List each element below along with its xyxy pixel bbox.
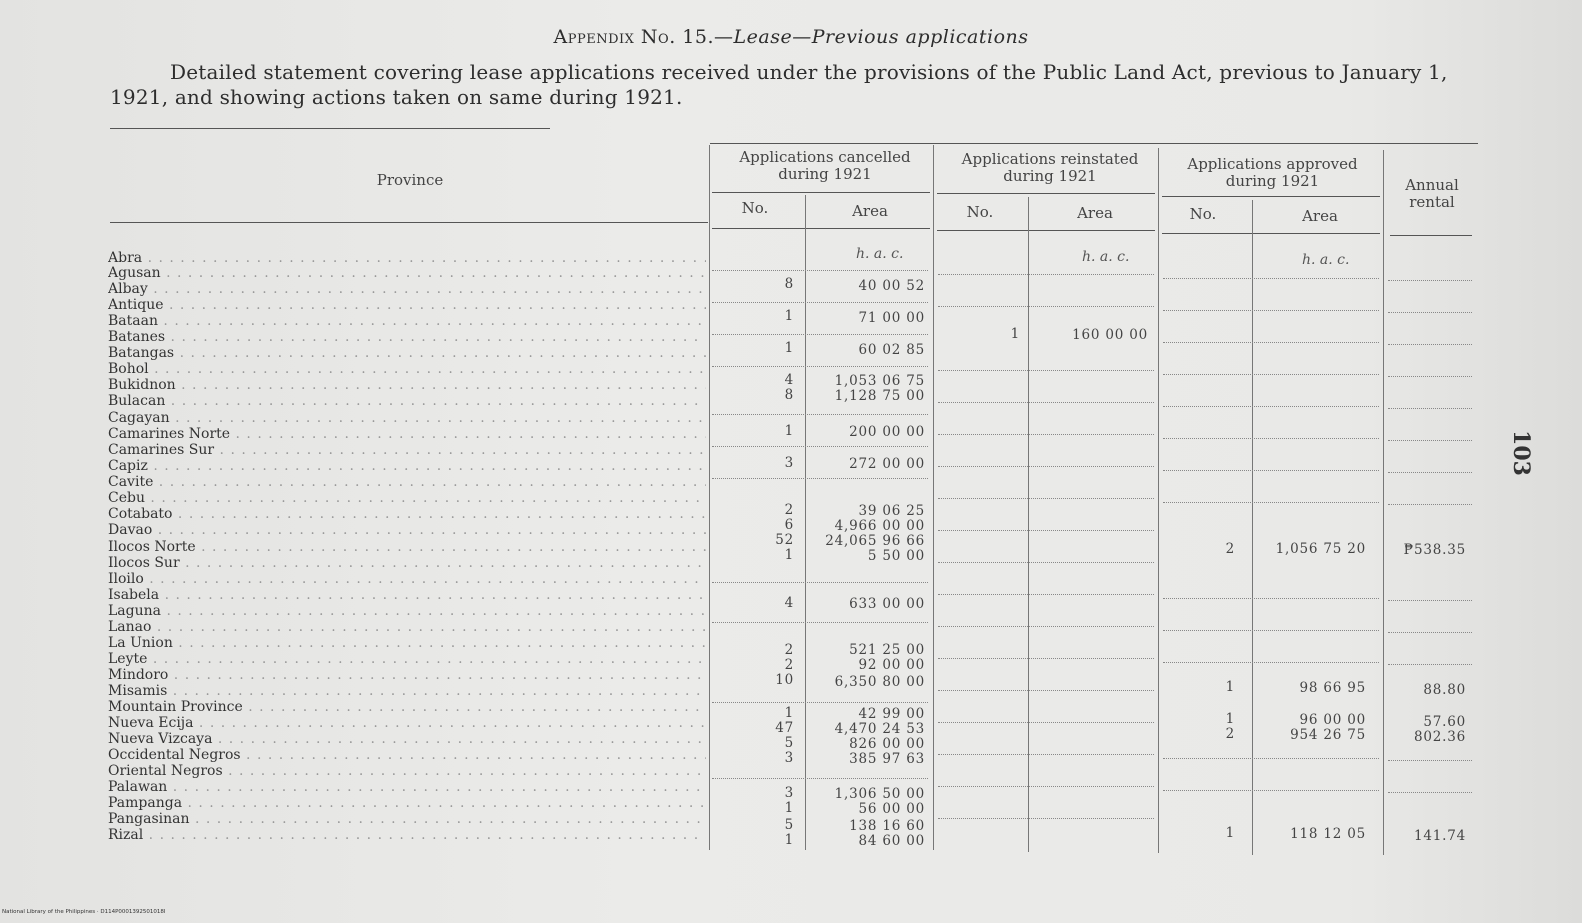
header-bottom-rule xyxy=(110,222,708,223)
reinstated-area: 160 00 00 xyxy=(1072,327,1148,343)
header-province: Province xyxy=(376,171,444,189)
cancelled-no: 8 xyxy=(784,387,794,403)
leader xyxy=(1163,438,1379,440)
approved-area: 96 00 00 xyxy=(1299,712,1366,728)
province-row: Cagayan . . . xyxy=(108,411,706,426)
province-row: Ilocos Sur . . . xyxy=(108,556,706,571)
leader xyxy=(1163,758,1379,760)
cancelled-area: 1,306 50 00 xyxy=(834,786,925,802)
header-no-2: No. xyxy=(966,203,994,221)
cancelled-no: 1 xyxy=(784,705,794,721)
cancelled-no: 52 xyxy=(775,532,794,548)
subheader-rule-reinstated xyxy=(937,193,1155,194)
cancelled-no: 1 xyxy=(784,340,794,356)
approved-area: 98 66 95 xyxy=(1299,680,1366,696)
leader xyxy=(1163,790,1379,792)
leader xyxy=(938,466,1154,468)
leader xyxy=(1388,376,1472,378)
province-row: Antique . . . xyxy=(108,298,706,313)
leader xyxy=(1388,600,1472,602)
leader xyxy=(1163,598,1379,600)
province-row: Laguna . . . xyxy=(108,604,706,619)
cancelled-area: 39 06 25 xyxy=(858,503,925,519)
cancelled-area: 272 00 00 xyxy=(849,456,925,472)
header-approved: Applications approved during 1921 xyxy=(1187,155,1358,190)
leader xyxy=(938,306,1154,308)
header-no-3: No. xyxy=(1189,205,1217,223)
leader xyxy=(938,274,1154,276)
area-underline-2 xyxy=(937,230,1155,231)
cancelled-no: 4 xyxy=(784,595,794,611)
header-annual-rental: Annual rental xyxy=(1405,176,1459,211)
province-row: Occidental Negros . . . xyxy=(108,748,706,763)
approved-area: 118 12 05 xyxy=(1290,826,1366,842)
appendix-title xyxy=(0,26,1582,48)
cancelled-no: 1 xyxy=(784,308,794,324)
cancelled-no: 3 xyxy=(784,785,794,801)
approved-area: 1,056 75 20 xyxy=(1275,541,1366,557)
province-row: Pampanga . . . xyxy=(108,796,706,811)
province-row: Albay . . . xyxy=(108,282,706,297)
province-row: Mountain Province . . . xyxy=(108,700,706,715)
leader xyxy=(712,778,928,780)
table-top-rule xyxy=(110,128,550,129)
cancelled-area: 6,350 80 00 xyxy=(834,674,925,690)
province-row: Bohol . . . xyxy=(108,362,706,377)
header-area-1: Area xyxy=(852,202,888,220)
cancelled-no: 5 xyxy=(784,735,794,751)
cancelled-no: 2 xyxy=(784,642,794,658)
leader xyxy=(938,690,1154,692)
scan-footer: National Library of the Philippines · D114P0001392501018I xyxy=(2,909,166,915)
cancelled-area: 138 16 60 xyxy=(849,818,925,834)
province-row: Iloilo . . . xyxy=(108,572,706,587)
header-reinstated: Applications reinstated during 1921 xyxy=(961,150,1139,185)
leader xyxy=(1163,630,1379,632)
province-row: Bataan . . . xyxy=(108,314,706,329)
header-cancelled: Applications cancelled during 1921 xyxy=(739,148,911,183)
cancelled-area: 60 02 85 xyxy=(858,342,925,358)
cancelled-area: 4,966 00 00 xyxy=(834,518,925,534)
leader xyxy=(938,786,1154,788)
leader xyxy=(1388,760,1472,762)
province-row: Ilocos Norte . . . xyxy=(108,540,706,555)
cancelled-area: 385 97 63 xyxy=(849,751,925,767)
province-row: Cotabato . . . xyxy=(108,507,706,522)
annual-rental: 57.60 xyxy=(1423,714,1466,730)
area-underline-4 xyxy=(1390,235,1472,236)
subheader-rule-approved xyxy=(1162,196,1380,197)
leader xyxy=(938,594,1154,596)
province-row: Davao . . . xyxy=(108,523,706,538)
leader xyxy=(1163,278,1379,280)
leader xyxy=(938,530,1154,532)
leader xyxy=(938,498,1154,500)
cancelled-no: 6 xyxy=(784,517,794,533)
province-row: Misamis . . . xyxy=(108,684,706,699)
approved-no: 1 xyxy=(1225,711,1235,727)
leader xyxy=(1388,472,1472,474)
approved-no: 1 xyxy=(1225,825,1235,841)
leader xyxy=(712,478,928,480)
province-row: Bukidnon . . . xyxy=(108,378,706,393)
leader xyxy=(1388,632,1472,634)
cancelled-area: 40 00 52 xyxy=(858,278,925,294)
province-row: Leyte . . . xyxy=(108,652,706,667)
leader xyxy=(1388,312,1472,314)
province-row: Bulacan . . . xyxy=(108,394,706,409)
leader xyxy=(938,402,1154,404)
province-row: Batanes . . . xyxy=(108,330,706,345)
approved-no: 2 xyxy=(1225,541,1235,557)
province-row: Agusan . . . xyxy=(108,266,706,281)
header-area-3: Area xyxy=(1302,207,1338,225)
cancelled-no: 2 xyxy=(784,502,794,518)
intro-paragraph: Detailed statement covering lease applications received under the provisions of the Public Land Act, previous to January 1, 1921, and showing actions taken on same during 1921. xyxy=(110,60,1448,109)
cancelled-area: 56 00 00 xyxy=(858,801,925,817)
province-row: Cebu . . . xyxy=(108,491,706,506)
cancelled-area: 71 00 00 xyxy=(858,310,925,326)
cancelled-area: 42 99 00 xyxy=(858,706,925,722)
province-row: Nueva Ecija . . . xyxy=(108,716,706,731)
reinstated-no: 1 xyxy=(1010,326,1020,342)
province-row: Camarines Norte . . . xyxy=(108,427,706,442)
approved-no: 2 xyxy=(1225,726,1235,742)
annual-rental: 88.80 xyxy=(1423,682,1466,698)
leader xyxy=(712,702,928,704)
leader xyxy=(712,366,928,368)
leader xyxy=(1388,792,1472,794)
leader xyxy=(1388,280,1472,282)
leader xyxy=(938,818,1154,820)
approved-area: 954 26 75 xyxy=(1290,727,1366,743)
leader xyxy=(1163,310,1379,312)
leader xyxy=(712,414,928,416)
table-top-rule-right xyxy=(710,143,1478,144)
leader xyxy=(938,434,1154,436)
province-row: Batangas . . . xyxy=(108,346,706,361)
title-subject: Lease—Previous applications xyxy=(733,26,1029,48)
province-row: Mindoro . . . xyxy=(108,668,706,683)
col-divider xyxy=(805,195,806,850)
leader xyxy=(712,334,928,336)
province-row: Pangasinan . . . xyxy=(108,812,706,827)
province-row: Isabela . . . xyxy=(108,588,706,603)
area-underline-3 xyxy=(1162,233,1380,234)
cancelled-area: 24,065 96 66 xyxy=(825,533,925,549)
cancelled-no: 8 xyxy=(784,276,794,292)
leader xyxy=(1388,344,1472,346)
cancelled-no: 3 xyxy=(784,455,794,471)
col-divider xyxy=(933,145,934,850)
leader xyxy=(1388,408,1472,410)
col-divider xyxy=(1383,150,1384,855)
cancelled-no: 5 xyxy=(784,817,794,833)
page-number: 103 xyxy=(1507,430,1534,476)
leader xyxy=(1388,664,1472,666)
cancelled-area: 200 00 00 xyxy=(849,424,925,440)
cancelled-area: 1,053 06 75 xyxy=(834,373,925,389)
province-row: La Union . . . xyxy=(108,636,706,651)
approved-no: 1 xyxy=(1225,679,1235,695)
province-row: Camarines Sur . . . xyxy=(108,443,706,458)
cancelled-no: 10 xyxy=(775,672,794,688)
province-row: Capiz . . . xyxy=(108,459,706,474)
cancelled-no: 3 xyxy=(784,750,794,766)
cancelled-no: 47 xyxy=(775,720,794,736)
province-row: Nueva Vizcaya . . . xyxy=(108,732,706,747)
leader xyxy=(712,270,928,272)
cancelled-area: 1,128 75 00 xyxy=(834,388,925,404)
leader xyxy=(712,446,928,448)
annual-rental: 141.74 xyxy=(1413,828,1466,844)
annual-rental: 802.36 xyxy=(1413,729,1466,745)
cancelled-no: 1 xyxy=(784,423,794,439)
unit-label-3: h. a. c. xyxy=(1302,252,1350,268)
col-divider xyxy=(709,145,710,850)
cancelled-no: 2 xyxy=(784,657,794,673)
leader xyxy=(712,622,928,624)
province-row: Cavite . . . xyxy=(108,475,706,490)
cancelled-area: 84 60 00 xyxy=(858,833,925,849)
leader xyxy=(938,722,1154,724)
unit-label-2: h. a. c. xyxy=(1082,249,1130,265)
leader xyxy=(1388,504,1472,506)
leader xyxy=(938,754,1154,756)
province-row: Rizal . . . xyxy=(108,828,706,843)
leader xyxy=(1163,342,1379,344)
leader xyxy=(1163,502,1379,504)
cancelled-no: 1 xyxy=(784,547,794,563)
area-underline-1 xyxy=(712,228,930,229)
annual-rental: ₱538.35 xyxy=(1403,542,1466,558)
unit-label-1: h. a. c. xyxy=(856,246,904,262)
cancelled-no: 1 xyxy=(784,800,794,816)
leader xyxy=(938,370,1154,372)
province-row: Oriental Negros . . . xyxy=(108,764,706,779)
cancelled-area: 521 25 00 xyxy=(849,642,925,658)
cancelled-no: 1 xyxy=(784,832,794,848)
col-divider xyxy=(1158,148,1159,853)
province-row: Abra . . . xyxy=(108,251,706,266)
leader xyxy=(938,658,1154,660)
leader xyxy=(938,562,1154,564)
subheader-rule-cancelled xyxy=(712,192,930,193)
header-area-2: Area xyxy=(1077,204,1113,222)
province-row: Palawan . . . xyxy=(108,780,706,795)
leader xyxy=(712,302,928,304)
leader xyxy=(1388,440,1472,442)
col-divider xyxy=(1252,200,1253,855)
title-prefix: Appendix No. 15.— xyxy=(553,26,734,48)
cancelled-area: 92 00 00 xyxy=(858,657,925,673)
province-row: Lanao . . . xyxy=(108,620,706,635)
leader xyxy=(712,582,928,584)
leader xyxy=(1163,470,1379,472)
cancelled-area: 826 00 00 xyxy=(849,736,925,752)
cancelled-area: 5 50 00 xyxy=(867,548,925,564)
leader xyxy=(1163,406,1379,408)
leader xyxy=(1163,662,1379,664)
cancelled-area: 4,470 24 53 xyxy=(834,721,925,737)
header-no-1: No. xyxy=(741,199,769,217)
cancelled-area: 633 00 00 xyxy=(849,596,925,612)
leader xyxy=(1163,374,1379,376)
leader xyxy=(938,626,1154,628)
cancelled-no: 4 xyxy=(784,372,794,388)
